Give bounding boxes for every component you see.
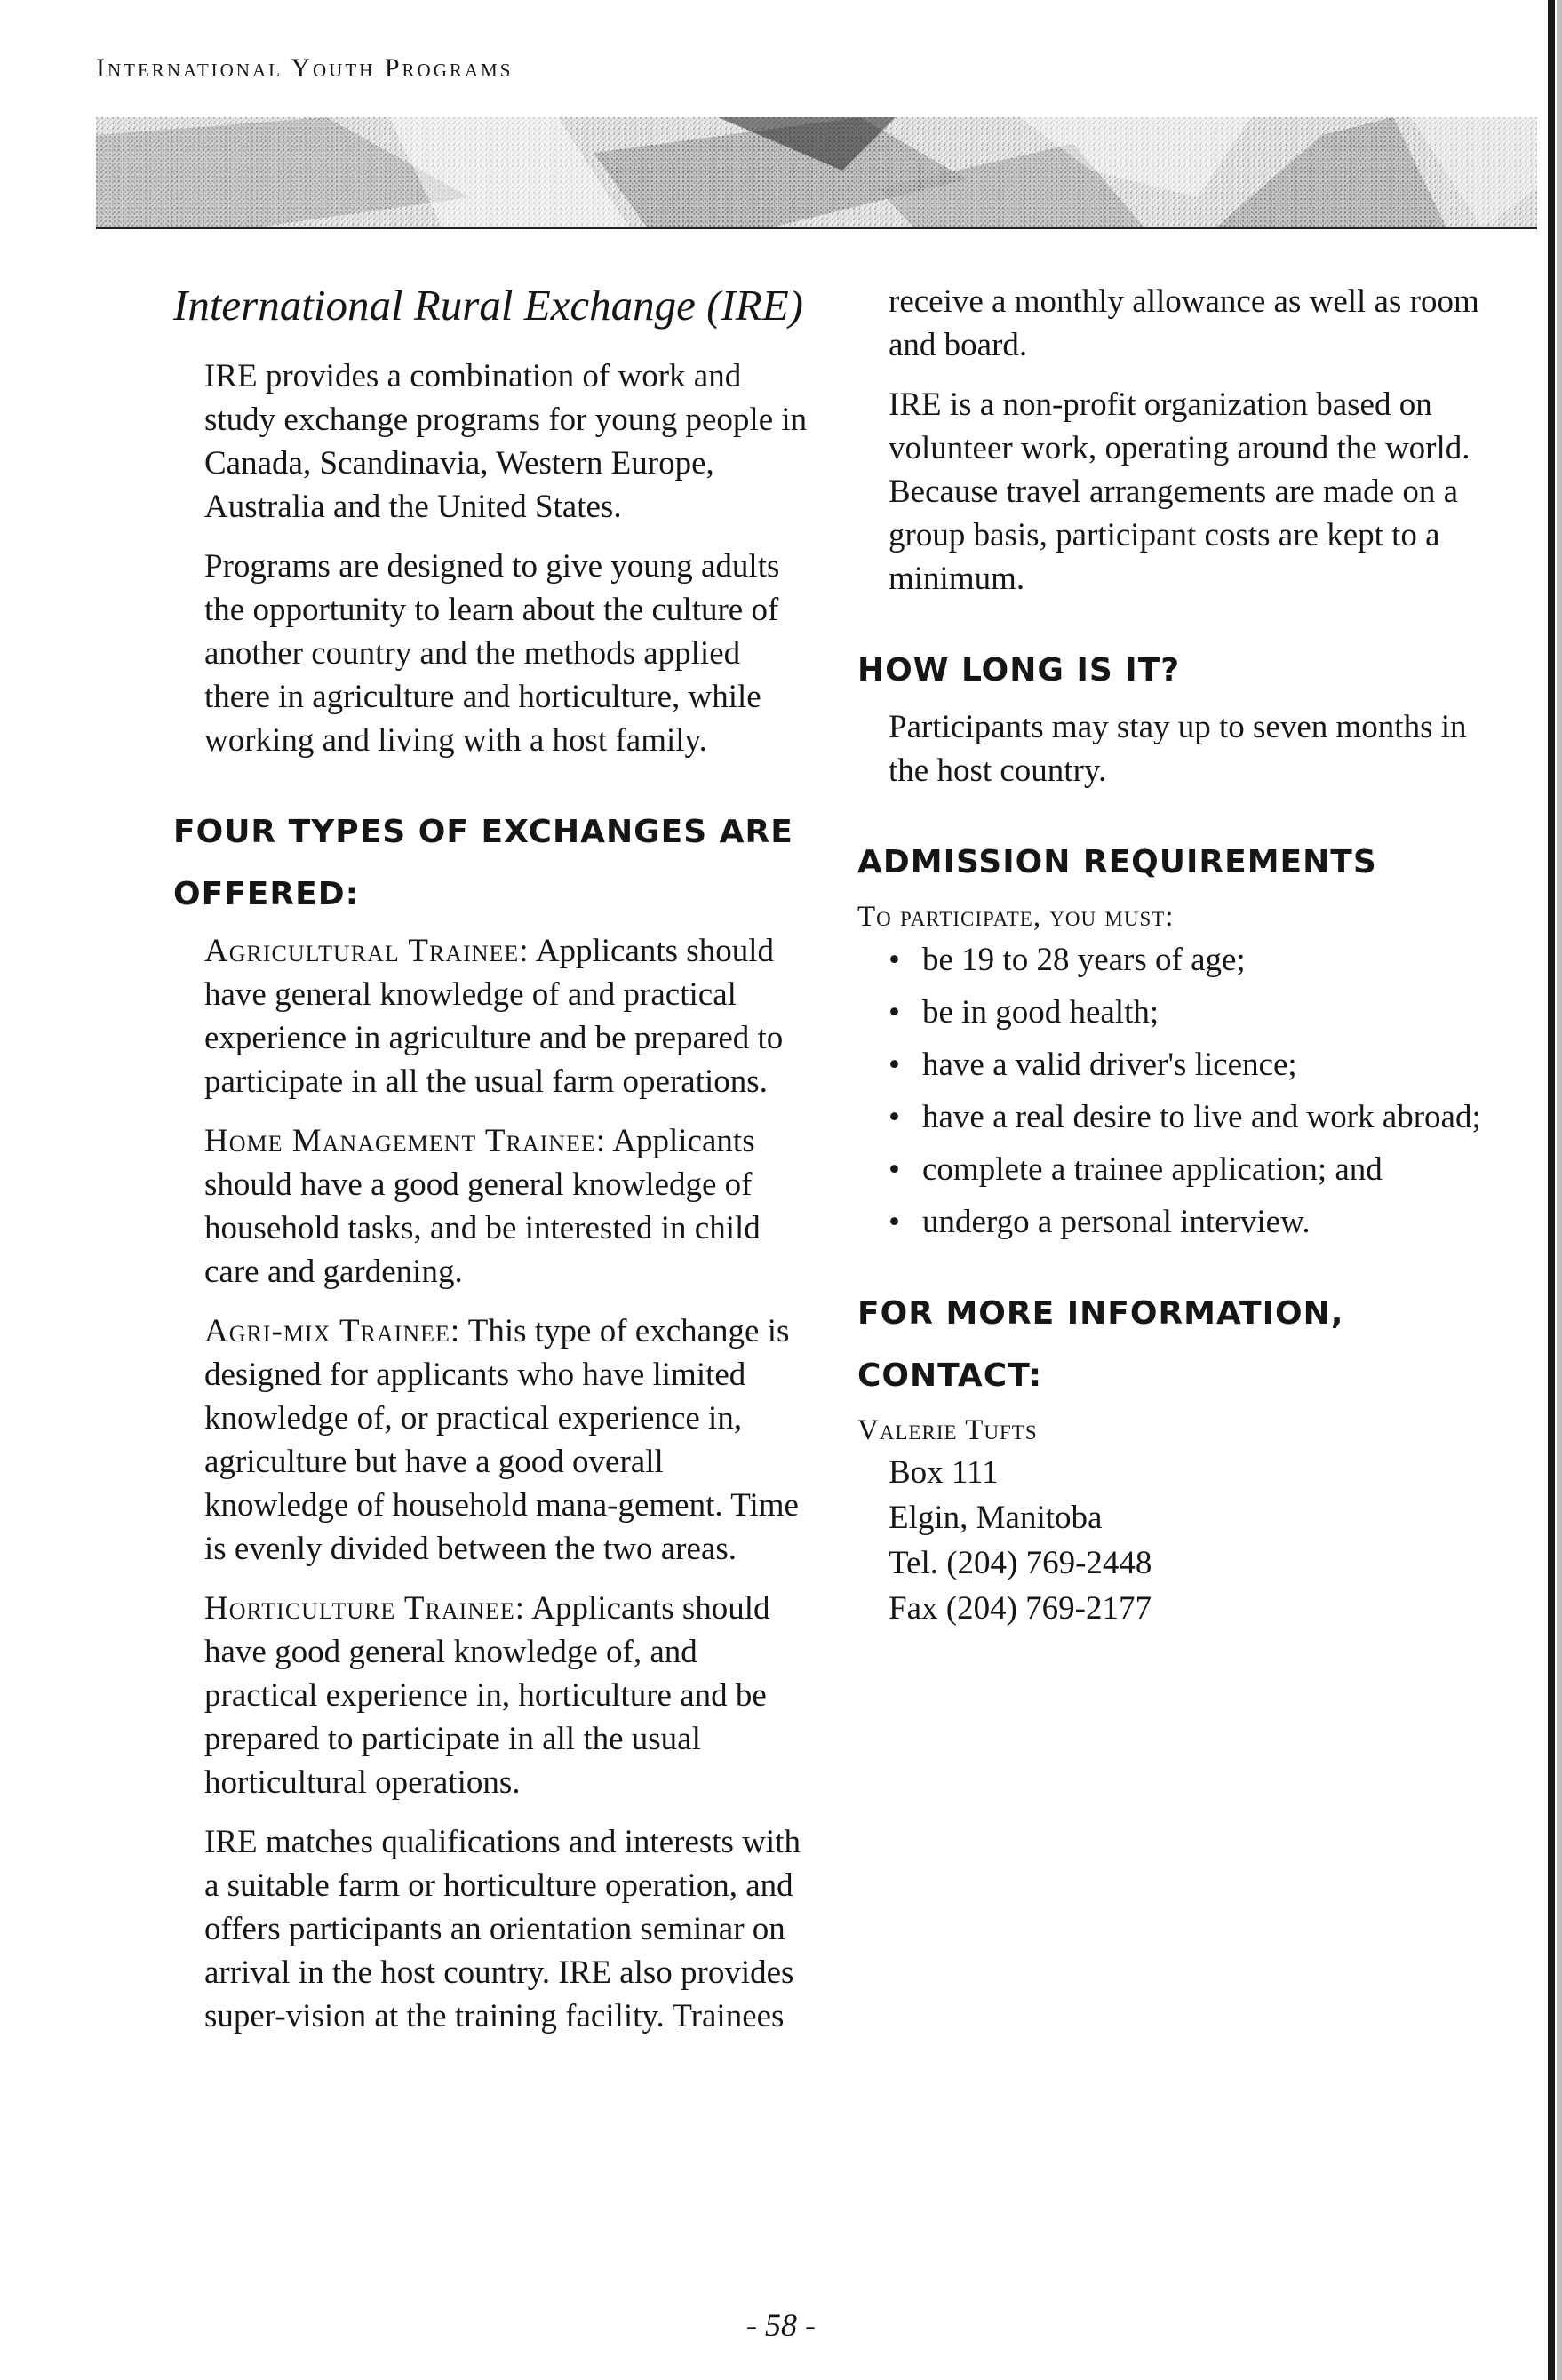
exchange-type-label: Home Management Trainee: — [204, 1123, 607, 1159]
exchange-type-label: Agricultural Trainee: — [204, 933, 530, 969]
requirement-text: be in good health; — [922, 994, 1160, 1031]
bullet-icon: • — [889, 942, 900, 978]
requirement-text: undergo a personal interview. — [922, 1204, 1311, 1240]
address-line: Elgin, Manitoba — [889, 1500, 1103, 1536]
list-item — [889, 1095, 1497, 1139]
exchange-type-label: Horticulture Trainee: — [204, 1590, 526, 1627]
left-column — [173, 280, 813, 2054]
bullet-icon: • — [889, 1151, 900, 1188]
bullet-icon: • — [889, 1204, 900, 1240]
page-edge-shadow — [1548, 0, 1555, 2380]
exchange-types-heading: FOUR TYPES OF EXCHANGES ARE OFFERED: — [173, 814, 793, 912]
contact-heading: FOR MORE INFORMATION, CONTACT: — [857, 1295, 1344, 1394]
list-item — [889, 1200, 1497, 1244]
bullet-icon: • — [889, 1047, 900, 1083]
bullet-icon: • — [889, 1099, 900, 1135]
phone-number: Tel. (204) 769-2448 — [889, 1545, 1152, 1581]
exchange-type-text: Applicants should have a good general knowledge of household tasks, and be interested in child care and gardening. — [204, 1123, 761, 1290]
exchange-type-text: Applicants should have general knowledge of and practical experience in agriculture and be prepared to participate in all the usual farm operations. — [204, 933, 784, 1100]
admission-intro: To participate, you must: — [857, 901, 1175, 933]
intro-paragraph-2: Programs are designed to give young adults the opportunity to learn about the culture of another country and the methods applied there in agriculture and horticulture, while working and living with a host family. — [204, 548, 780, 759]
exchange-type-text: This type of exchange is designed for applicants who have limited knowledge of, or practical experience in, agriculture but have a good overall knowledge of household mana-gement. Time is evenly divided between the two areas. — [204, 1313, 799, 1567]
list-item — [889, 1148, 1497, 1191]
nonprofit-paragraph: IRE is a non-profit organization based on volunteer work, operating around the world. Because travel arrangements are made on a group basis, participant costs are kept to a minimum. — [889, 386, 1470, 597]
requirement-text: complete a trainee application; and — [922, 1151, 1383, 1188]
page-edge-shade — [1557, 0, 1562, 2380]
requirement-text: be 19 to 28 years of age; — [922, 942, 1246, 978]
fax-number: Fax (204) 769-2177 — [889, 1590, 1152, 1627]
exchange-type-horticulture — [204, 1587, 813, 1804]
section-title: International Rural Exchange (IRE) — [173, 281, 803, 330]
address-line: Box 111 — [889, 1454, 999, 1491]
how-long-text: Participants may stay up to seven months in the host country. — [889, 709, 1467, 789]
list-item — [889, 938, 1497, 982]
exchange-type-text: Applicants should have good general knowledge of, and practical experience in, horticulture and be prepared to participate in all the usual horticultural operations. — [204, 1590, 770, 1801]
intro-paragraph-1: IRE provides a combination of work and study exchange programs for young people in Canada, Scandinavia, Western Europe, Australia and the United States. — [204, 358, 808, 525]
decorative-banner — [96, 117, 1537, 229]
bullet-icon: • — [889, 994, 900, 1031]
requirements-list — [857, 938, 1497, 1244]
requirement-text: have a valid driver's licence; — [922, 1047, 1297, 1083]
page-number: - 58 - — [746, 2307, 816, 2343]
exchange-type-agri-mix — [204, 1309, 813, 1571]
continued-paragraph: receive a monthly allowance as well as room and board. — [889, 283, 1479, 363]
exchange-type-home-management — [204, 1119, 813, 1293]
requirement-text: have a real desire to live and work abroad; — [922, 1099, 1481, 1135]
closing-paragraph: IRE matches qualifications and interests with a suitable farm or horticulture operation, and offers participants an orientation seminar on arrival in the host country. IRE also provides super-vision at the training facility. Trainees — [204, 1824, 801, 2034]
exchange-type-label: Agri-mix Trainee: — [204, 1313, 461, 1349]
how-long-heading: HOW LONG IS IT? — [857, 652, 1181, 689]
list-item — [889, 991, 1497, 1034]
admission-heading: ADMISSION REQUIREMENTS — [857, 844, 1377, 880]
running-head: International Youth Programs — [96, 53, 514, 83]
contact-name: Valerie Tufts — [857, 1414, 1038, 1446]
right-column — [857, 280, 1497, 1631]
list-item — [889, 1043, 1497, 1087]
exchange-type-agricultural — [204, 929, 813, 1103]
